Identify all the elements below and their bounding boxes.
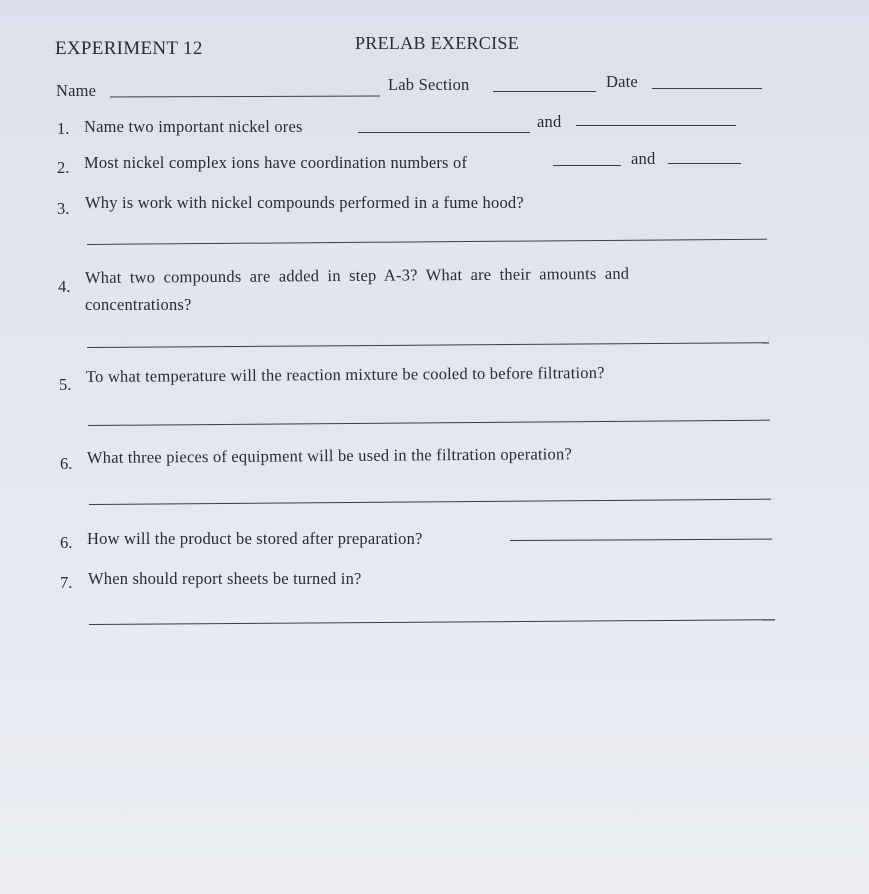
question-2-and: and [631, 149, 656, 168]
question-1-text: Name two important nickel ores [84, 117, 303, 136]
question-5-text: To what temperature will the reaction mixture be cooled to before filtration? [85, 362, 605, 386]
question-4-answer[interactable] [87, 342, 769, 348]
question-6b-text: How will the product be stored after preparation? [87, 529, 423, 548]
name-label: Name [56, 81, 97, 100]
question-7-answer[interactable] [89, 619, 775, 625]
question-7-text: When should report sheets be turned in? [88, 569, 362, 588]
question-2-text: Most nickel complex ions have coordination numbers of [84, 153, 468, 172]
question-3-text: Why is work with nickel compounds performed in a fume hood? [85, 193, 524, 212]
question-5-answer[interactable] [88, 420, 770, 426]
question-4-number: 4. [58, 277, 71, 296]
question-6b-answer[interactable] [510, 539, 772, 541]
question-2-answer-1[interactable] [553, 165, 621, 166]
question-7-number: 7. [60, 573, 73, 592]
question-1-number: 1. [57, 119, 70, 138]
experiment-title: EXPERIMENT 12 [55, 38, 203, 59]
question-4-text-line-2: concentrations? [85, 295, 192, 314]
date-label: Date [606, 72, 638, 91]
question-2-answer-2[interactable] [668, 163, 741, 164]
question-2-number: 2. [57, 158, 70, 177]
date-field[interactable] [652, 88, 762, 89]
question-3-number: 3. [57, 199, 70, 218]
question-6a-number: 6. [60, 454, 73, 473]
lab-section-field[interactable] [493, 91, 596, 92]
question-4-text-line-1: What two compounds are added in step A-3? What are their amounts and [84, 263, 630, 287]
question-5-number: 5. [59, 375, 72, 394]
question-1-answer-2[interactable] [576, 125, 736, 126]
question-6a-answer[interactable] [89, 499, 771, 505]
question-6b-number: 6. [60, 533, 73, 552]
question-1-and: and [537, 112, 562, 131]
question-1-answer-1[interactable] [358, 132, 530, 133]
prelab-exercise-title: PRELAB EXERCISE [355, 33, 520, 53]
lab-section-label: Lab Section [388, 75, 470, 94]
question-6a-text: What three pieces of equipment will be used in the filtration operation? [86, 444, 573, 467]
question-3-answer[interactable] [87, 239, 767, 245]
name-field[interactable] [110, 96, 380, 98]
